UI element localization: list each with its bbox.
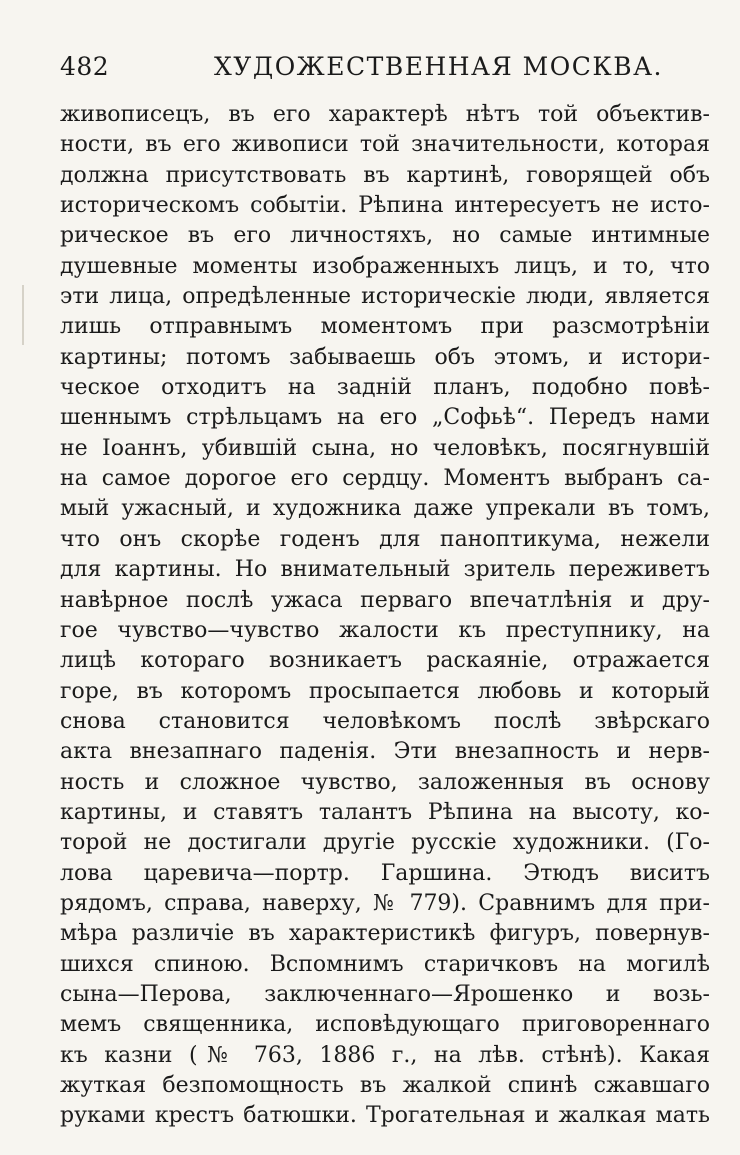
text-line: лова царевича—портр. Гаршина. Этюдъ виситъ bbox=[60, 860, 710, 886]
text-line: шеннымъ стрѣльцамъ на его „Софьѣ“. Передъ нами bbox=[60, 405, 710, 431]
text-line: шихся спиною. Вспомнимъ старичковъ на могилѣ bbox=[60, 951, 710, 977]
text-line: для картины. Но внимательный зритель переживетъ bbox=[60, 557, 710, 583]
text-line: ческое отходитъ на задній планъ, подобно повѣ- bbox=[60, 375, 710, 401]
text-line: картины, и ставятъ талантъ Рѣпина на высоту, ко- bbox=[60, 799, 710, 825]
page-number: 482 bbox=[60, 52, 110, 81]
text-line: живописецъ, въ его характерѣ нѣтъ той объектив- bbox=[60, 102, 710, 127]
text-line: акта внезапнаго паденія. Эти внезапность и нерв- bbox=[60, 739, 710, 765]
text-line: снова становится человѣкомъ послѣ звѣрскаго bbox=[60, 708, 710, 734]
text-line: горе, въ которомъ просыпается любовь и который bbox=[60, 678, 710, 704]
text-line: сына—Перова, заключеннаго—Ярошенко и возь- bbox=[60, 981, 710, 1007]
text-line: ность и сложное чувство, заложенныя въ основу bbox=[60, 769, 710, 795]
text-line: мый ужасный, и художника даже упрекали въ томъ, bbox=[60, 496, 710, 522]
text-line: мемъ священника, исповѣдующаго приговореннаго bbox=[60, 1012, 710, 1038]
text-line: къ казни (№ 763, 1886 г., на лѣв. стѣнѣ). Какая bbox=[60, 1042, 710, 1068]
text-line: рическое въ его личностяхъ, но самые интимные bbox=[60, 223, 710, 249]
text-line: лицѣ котораго возникаетъ раскаяніе, отражается bbox=[60, 648, 710, 674]
page-margin-mark bbox=[22, 285, 24, 345]
text-line: гое чувство—чувство жалости къ преступнику, на bbox=[60, 617, 710, 643]
text-line: не Іоаннъ, убившій сына, но человѣкъ, посягнувшій bbox=[60, 435, 710, 461]
text-line: ности, въ его живописи той значительности, которая bbox=[60, 132, 710, 158]
running-title: ХУДОЖЕСТВЕННАЯ МОСКВА. bbox=[214, 52, 663, 81]
text-line: душевные моменты изображенныхъ лицъ, и то, что bbox=[60, 253, 710, 279]
text-line: рядомъ, справа, наверху, № 779). Сравнимъ для при- bbox=[60, 890, 710, 916]
page-header bbox=[0, 52, 740, 86]
text-line: торой не достигали другіе русскіе художники. (Го- bbox=[60, 830, 710, 856]
text-line: картины; потомъ забываешь объ этомъ, и истори- bbox=[60, 344, 710, 370]
text-line: руками крестъ батюшки. Трогательная и жалкая мать bbox=[60, 1103, 710, 1129]
text-line: эти лица, опредѣленные историческіе люди, является bbox=[60, 284, 710, 310]
text-line: жуткая безпомощность въ жалкой спинѣ сжавшаго bbox=[60, 1073, 710, 1098]
text-line: лишь отправнымъ моментомъ при разсмотрѣніи bbox=[60, 314, 710, 340]
text-line: историческомъ событіи. Рѣпина интересуетъ не исто- bbox=[60, 193, 710, 219]
text-line: должна присутствовать въ картинѣ, говорящей объ bbox=[60, 162, 710, 188]
text-line: навѣрное послѣ ужаса перваго впечатлѣнія и дру- bbox=[60, 587, 710, 613]
text-line: что онъ скорѣе годенъ для паноптикума, нежели bbox=[60, 526, 710, 552]
body-text bbox=[60, 100, 710, 1132]
text-line: на самое дорогое его сердцу. Моментъ выбранъ са- bbox=[60, 466, 710, 492]
text-line: мѣра различіе въ характеристикѣ фигуръ, повернув- bbox=[60, 921, 710, 947]
